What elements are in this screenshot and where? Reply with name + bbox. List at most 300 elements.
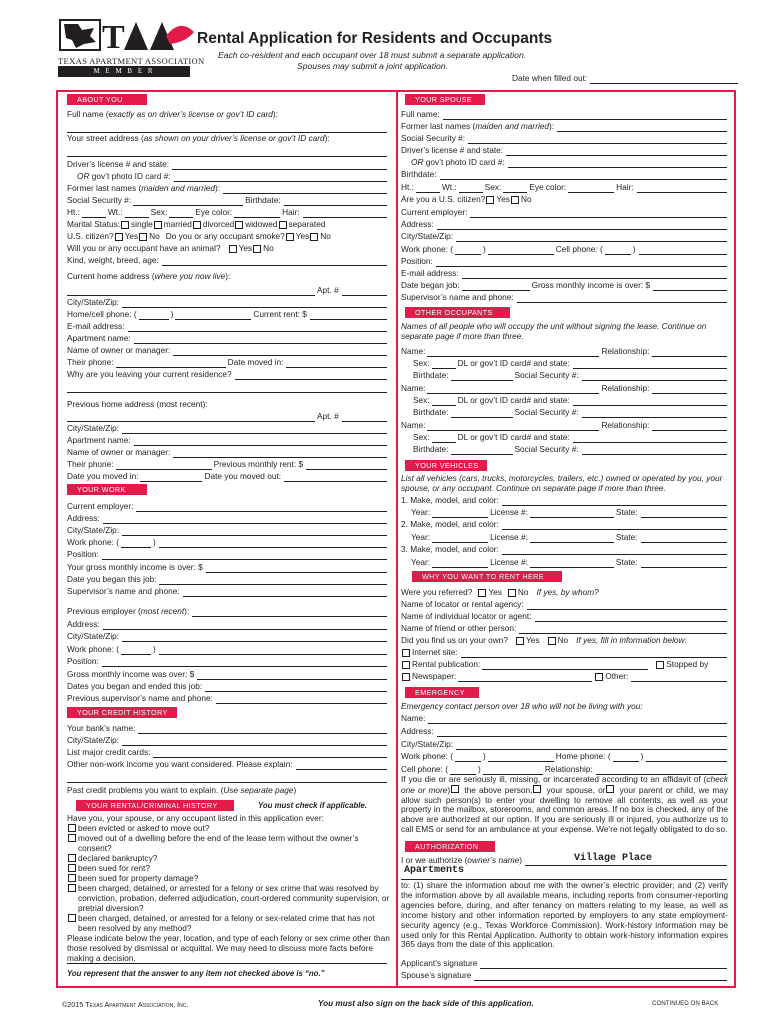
credit-header: YOUR CREDIT HISTORY [67, 707, 177, 718]
past-credit-label: Past credit problems you want to explain. (Use separate page) [67, 785, 297, 795]
spouse-citizen-no-checkbox[interactable] [511, 196, 519, 204]
vehicle-1-license-field[interactable] [530, 509, 614, 518]
height-field[interactable] [82, 209, 106, 218]
occupant-name-field[interactable] [427, 385, 599, 394]
owner-name-value[interactable]: Village Place Apartments [404, 853, 653, 876]
spouse-address-label: Address: [401, 219, 434, 229]
spouse-checkbox[interactable] [533, 785, 541, 793]
emergency-header: EMERGENCY [405, 687, 479, 698]
find-row [401, 634, 727, 646]
work-phone-label: Work phone: ( [67, 537, 119, 547]
spouse-began-field[interactable] [462, 282, 530, 291]
moved-in-field[interactable] [286, 359, 387, 368]
work-address-field[interactable] [103, 515, 387, 524]
leaving-line [67, 381, 387, 393]
above-person-checkbox[interactable] [451, 785, 459, 793]
internet-field[interactable] [461, 649, 727, 658]
vehicle-2-state-field[interactable] [641, 534, 727, 543]
newspaper-field[interactable] [458, 673, 592, 682]
spouse-eye-field[interactable] [568, 184, 614, 193]
spouse-position-field[interactable] [436, 258, 727, 267]
current-address-row [67, 270, 387, 282]
married-checkbox[interactable] [154, 221, 162, 229]
em-rel-label: Relationship: [544, 764, 593, 774]
other-income-field[interactable] [296, 761, 387, 770]
widowed-checkbox[interactable] [235, 221, 243, 229]
spouse-citizen-no-label: No [520, 194, 532, 204]
spouse-ssn-label: Social Security #: [401, 133, 466, 143]
find-yes-checkbox[interactable] [516, 637, 524, 645]
leaving-field-2[interactable] [67, 384, 387, 393]
kind-label: Kind, weight, breed, age: [67, 255, 159, 265]
referred-no-label: No [517, 587, 529, 597]
eye-field[interactable] [234, 209, 280, 218]
occupant-name-row [401, 382, 727, 394]
other-income-field-2[interactable] [67, 774, 387, 783]
other-income-line [67, 771, 387, 783]
parent-checkbox[interactable] [606, 785, 614, 793]
email-field[interactable] [128, 323, 387, 332]
member-label: M E M B E R [93, 67, 155, 75]
taa-logo-mark [58, 14, 198, 56]
divorced-checkbox[interactable] [193, 221, 201, 229]
friend-field[interactable] [519, 625, 727, 634]
spouse-weight-field[interactable] [459, 184, 483, 193]
photo-id-label: OR gov’t photo ID card #: [77, 171, 171, 181]
prev-apt-name-field[interactable] [134, 437, 387, 446]
prev-rent-field[interactable] [306, 461, 387, 470]
married-label: married [163, 219, 192, 229]
rental-item-checkbox[interactable] [68, 914, 76, 922]
prev-work-phone-field[interactable] [159, 646, 387, 655]
spouse-height-field[interactable] [416, 184, 440, 193]
occupant-name-label: Name: [401, 383, 426, 393]
owner-field[interactable] [173, 347, 387, 356]
work-city-field[interactable] [122, 527, 387, 536]
prev-phone-field[interactable] [116, 461, 212, 470]
occupant-rel-field[interactable] [652, 348, 727, 357]
owner-name-field-2[interactable] [401, 871, 727, 880]
citizen-yes-checkbox[interactable] [115, 233, 123, 241]
rental-item-checkbox[interactable] [68, 854, 76, 862]
spouse-hair-field[interactable] [637, 184, 727, 193]
animal-row [67, 242, 387, 254]
spouse-citizen-yes-checkbox[interactable] [486, 196, 494, 204]
spouse-former-field[interactable] [557, 123, 727, 132]
other-label: Other: [605, 671, 629, 681]
spouse-employer-field[interactable] [470, 209, 727, 218]
vehicle-3-state-label: State: [615, 557, 638, 567]
spouse-city-row [401, 230, 727, 242]
occupant-name-field[interactable] [427, 348, 599, 357]
agent-row [401, 610, 727, 622]
occupant-dl-field[interactable] [573, 360, 727, 369]
prev-apt-field[interactable] [342, 413, 387, 422]
rental-intro: Have you, your spouse, or any occupant listed in this application ever: [67, 813, 324, 823]
current-apt-field[interactable] [342, 287, 387, 296]
stopped-label: Stopped by [666, 659, 709, 669]
svg-text:T: T [102, 19, 125, 56]
prev-owner-field[interactable] [173, 449, 387, 458]
ssn-field[interactable] [133, 197, 243, 206]
occupant-name-label: Name: [401, 420, 426, 430]
former-names-field[interactable] [223, 185, 387, 194]
find-no-checkbox[interactable] [548, 637, 556, 645]
em-name-field[interactable] [428, 715, 727, 724]
em-work-area-field[interactable] [455, 753, 481, 762]
spouse-ssn-field[interactable] [468, 135, 727, 144]
em-city-row [401, 738, 727, 750]
prev-sup-field[interactable] [216, 695, 387, 704]
vehicle-2-field[interactable] [502, 521, 727, 530]
spouse-gross-field[interactable] [653, 282, 727, 291]
find-yes-label: Yes [526, 635, 540, 645]
spouse-work-area-field[interactable] [455, 246, 481, 255]
current-address-field[interactable] [67, 287, 315, 296]
rental-item-checkbox[interactable] [68, 824, 76, 832]
spouse-sig-field[interactable] [474, 972, 727, 981]
vehicle-3-state-field[interactable] [641, 559, 727, 568]
began-row [67, 573, 387, 585]
agent-field[interactable] [535, 613, 727, 622]
bank-field[interactable] [138, 725, 387, 734]
work-phone-field[interactable] [159, 539, 387, 548]
hair-field[interactable] [303, 209, 387, 218]
newspaper-row [401, 670, 727, 682]
occupant-birth-field[interactable] [451, 409, 513, 418]
single-label: single [131, 219, 153, 229]
spouse-city-field[interactable] [456, 233, 727, 242]
prev-work-phone-label: Work phone: ( [67, 644, 119, 654]
citizen-no-checkbox[interactable] [139, 233, 147, 241]
smoke-yes-checkbox[interactable] [286, 233, 294, 241]
current-apt-row [67, 284, 387, 296]
photo-id-field[interactable] [174, 173, 387, 182]
spouse-sex-label: Sex: [484, 182, 502, 192]
internet-checkbox[interactable] [402, 649, 410, 657]
em-work-field[interactable] [488, 753, 554, 762]
employer-field[interactable] [136, 503, 387, 512]
vehicle-2-year-label: Year: [411, 532, 431, 542]
occupant-sex-label: Sex: [413, 395, 430, 405]
dl-field[interactable] [172, 161, 387, 170]
separated-label: separated [288, 219, 326, 229]
citizen-row [67, 230, 387, 242]
leaving-label: Why are you leaving your current residence? [67, 369, 232, 379]
em-home-area-field[interactable] [613, 753, 639, 762]
vehicle-2-year-field[interactable] [432, 534, 488, 543]
prev-address-field[interactable] [67, 413, 315, 422]
prev-work-city-label: City/State/Zip: [67, 631, 120, 641]
date-in-field[interactable] [140, 473, 202, 482]
em-address-field[interactable] [437, 728, 727, 737]
date-out-field[interactable] [284, 473, 387, 482]
marital-row [67, 218, 387, 230]
locator-field[interactable] [527, 601, 727, 610]
income-field[interactable] [206, 564, 387, 573]
spouse-citizen-label: Are you a U.S. citizen? [401, 194, 486, 204]
home-cell-field[interactable] [175, 311, 251, 320]
prev-city-field[interactable] [122, 425, 387, 434]
applicant-sig-field[interactable] [480, 960, 727, 969]
occupant-rel-field[interactable] [652, 422, 727, 431]
date-filled-row [512, 72, 738, 84]
prev-work-phone-paren: ) [152, 644, 156, 654]
em-city-field[interactable] [456, 741, 727, 750]
association-name: TEXAS APARTMENT ASSOCIATION [58, 56, 205, 66]
em-home-field[interactable] [646, 753, 727, 762]
occupant-sex-field[interactable] [432, 434, 456, 443]
spouse-photo-row [411, 156, 727, 168]
spouse-name-field[interactable] [443, 111, 727, 120]
occupant-ssn-field[interactable] [582, 409, 727, 418]
prev-apt-label: Apt. # [317, 411, 339, 421]
em-work-label: Work phone: ( [401, 751, 453, 761]
spouse-cell-paren: ) [632, 244, 636, 254]
spouse-email-label: E-mail address: [401, 268, 459, 278]
street-address-field[interactable] [67, 148, 387, 157]
animal-no-checkbox[interactable] [253, 245, 261, 253]
citizen-yes-label: Yes [124, 231, 139, 241]
current-apt-label: Apt. # [317, 285, 339, 295]
rental-item-checkbox[interactable] [68, 864, 76, 872]
current-city-field[interactable] [122, 299, 387, 308]
occupant-rel-label: Relationship: [601, 420, 650, 430]
rental-item: been sued for rent? [67, 863, 391, 873]
supervisor-field[interactable] [183, 588, 387, 597]
work-phone-paren: ) [152, 537, 156, 547]
dates-job-field[interactable] [205, 683, 387, 692]
friend-label: Name of friend or other person: [401, 623, 517, 633]
spouse-work-label: Work phone: ( [401, 244, 453, 254]
rental-header: YOUR RENTAL/CRIMINAL HISTORY [76, 800, 234, 811]
authorization-header: AUTHORIZATION [405, 841, 495, 852]
spouse-birth-label: Birthdate: [401, 169, 437, 179]
prev-employer-field[interactable] [192, 608, 387, 617]
spouse-photo-field[interactable] [508, 159, 727, 168]
vehicle-1-year-field[interactable] [432, 509, 488, 518]
vehicle-1-field[interactable] [502, 497, 727, 506]
leaving-row [67, 368, 387, 380]
rental-item-checkbox[interactable] [68, 874, 76, 882]
weight-field[interactable] [125, 209, 149, 218]
occupant-dl-field[interactable] [573, 397, 727, 406]
spouse-cell-area-field[interactable] [605, 246, 631, 255]
applicant-sig-row [401, 957, 727, 969]
home-cell-area-field[interactable] [139, 311, 169, 320]
rent-field[interactable] [310, 311, 387, 320]
owner-row [67, 344, 387, 356]
spouse-citizen-row [401, 193, 727, 205]
emergency-paragraph: If you die or are seriously ill, missing, or incarcerated according to an affidavit of (check one or more) the above person, your spouse, or your parent or child, we may allow such person(s) to enter your dwelling to remove all contents, as well as your property in the mailbox, storerooms, and common areas. If no box is checked, any of the above are authorized at our option. If you are seriously ill or injured, you authorize us to call EMS or send for an ambulance at your expense. We’re not legally obligated to do so. [401, 774, 729, 834]
spouse-address-field[interactable] [437, 221, 727, 230]
apt-name-field[interactable] [134, 335, 387, 344]
vehicle-1-state-field[interactable] [641, 509, 727, 518]
work-phone-area-field[interactable] [121, 539, 151, 548]
spouse-height-label: Ht.: [401, 182, 414, 192]
spouse-name-row [401, 108, 727, 120]
spouse-email-row [401, 267, 727, 279]
occupant-id-row [413, 431, 727, 443]
prev-work-address-field[interactable] [103, 621, 387, 630]
their-phone-label: Their phone: [67, 357, 114, 367]
date-filled-field[interactable] [590, 75, 738, 84]
position-field[interactable] [102, 551, 387, 560]
prev-work-city-row [67, 630, 387, 642]
rental-item: been charged, detained, or arrested for a felony or sex crime that was resolved by conviction, probation, deferred adjudication, court-ordered community supervision, or pretrial diversion? [67, 883, 391, 913]
occupant-dl-field[interactable] [573, 434, 727, 443]
prev-apt-row [67, 410, 387, 422]
dates-row [67, 470, 387, 482]
spouse-work-paren: ) [482, 244, 486, 254]
spouse-began-label: Date began job: [401, 280, 460, 290]
spouse-dl-field[interactable] [506, 147, 727, 156]
income-label: Your gross monthly income is over: $ [67, 562, 203, 572]
vehicle-1-row [401, 494, 727, 506]
other-income-label: Other non-work income you want considered. Please explain: [67, 759, 293, 769]
authorize-label: I or we authorize (owner’s name) [401, 855, 522, 865]
dates-job-label: Dates you began and ended this job: [67, 681, 203, 691]
spouse-photo-label: OR gov’t photo ID card #: [411, 157, 505, 167]
copyright: ©2015 Texas Apartment Association, Inc. [62, 1000, 189, 1009]
occupant-sex-field[interactable] [432, 397, 456, 406]
spouse-sup-label: Supervisor’s name and phone: [401, 292, 514, 302]
spouse-cell-field[interactable] [639, 246, 727, 255]
leaving-field[interactable] [235, 371, 387, 380]
date-filled-label: Date when filled out: [512, 73, 588, 83]
smoke-no-checkbox[interactable] [310, 233, 318, 241]
gross-field[interactable] [197, 671, 387, 680]
prev-employer-row [67, 605, 387, 617]
vehicle-2-license-field[interactable] [530, 534, 614, 543]
bank-city-row [67, 734, 387, 746]
rental-item-checkbox[interactable] [68, 884, 76, 892]
spouse-former-row [401, 120, 727, 132]
friend-row [401, 622, 727, 634]
occupant-ssn-field[interactable] [582, 372, 727, 381]
prev-work-phone-area-field[interactable] [121, 646, 151, 655]
kind-field[interactable] [162, 257, 387, 266]
vehicle-3-year-label: Year: [411, 557, 431, 567]
continued-on-back: CONTINUED ON BACK [652, 1000, 719, 1007]
other-checkbox[interactable] [595, 673, 603, 681]
occupant-id-row [413, 357, 727, 369]
occupant-sex-field[interactable] [432, 360, 456, 369]
spouse-position-row [401, 255, 727, 267]
emergency-intro: Emergency contact person over 18 who will not be living with you: [401, 701, 643, 711]
work-address-row [67, 512, 387, 524]
find-no-label: No [557, 635, 569, 645]
occupant-birth-row [413, 443, 727, 455]
former-names-row [67, 182, 387, 194]
work-city-row [67, 524, 387, 536]
occupant-rel-field[interactable] [652, 385, 727, 394]
vehicle-2-row [401, 518, 727, 530]
spouse-header: YOUR SPOUSE [405, 94, 485, 105]
occupant-ssn-field[interactable] [582, 446, 727, 455]
occupant-dl-label: DL or gov’t ID card# and state: [457, 395, 570, 405]
rental-item: been charged, detained, or arrested for a felony or sex-related crime that has not been resolved by any method? [67, 913, 391, 933]
their-phone-field[interactable] [116, 359, 226, 368]
birthdate-label: Birthdate: [245, 195, 281, 205]
prev-position-row [67, 655, 387, 667]
occupant-dl-label: DL or gov’t ID card# and state: [457, 358, 570, 368]
em-name-label: Name: [401, 713, 426, 723]
birthdate-field[interactable] [284, 197, 387, 206]
spouse-sex-field[interactable] [503, 184, 527, 193]
referred-no-checkbox[interactable] [508, 589, 516, 597]
began-field[interactable] [159, 576, 387, 585]
referred-row [401, 586, 727, 598]
vehicle-3-field[interactable] [502, 546, 727, 555]
referred-yes-checkbox[interactable] [478, 589, 486, 597]
publication-checkbox[interactable] [402, 661, 410, 669]
em-name-row [401, 712, 727, 724]
publication-field[interactable] [482, 661, 648, 670]
other-field[interactable] [631, 673, 727, 682]
moved-in-label: Date moved in: [227, 357, 284, 367]
their-phone-row [67, 356, 387, 368]
spouse-birth-field[interactable] [440, 171, 727, 180]
prev-work-city-field[interactable] [122, 633, 387, 642]
animal-no-label: No [263, 243, 274, 253]
rental-item-checkbox[interactable] [68, 834, 76, 842]
em-home-label: Home phone: ( [555, 751, 611, 761]
occupant-birth-field[interactable] [451, 372, 513, 381]
home-cell-row [67, 308, 387, 320]
spouse-city-label: City/State/Zip: [401, 231, 454, 241]
animal-yes-checkbox[interactable] [229, 245, 237, 253]
occupant-birth-field[interactable] [451, 446, 513, 455]
rental-item: declared bankruptcy? [67, 853, 391, 863]
vehicle-3-license-field[interactable] [530, 559, 614, 568]
occupant-name-field[interactable] [427, 422, 599, 431]
sex-field[interactable] [169, 209, 193, 218]
prev-employer-label: Previous employer (most recent): [67, 606, 190, 616]
occupants-intro: Names of all people who will occupy the unit without signing the lease. Continue on separate page if more than three. [401, 321, 707, 342]
spouse-sup-field[interactable] [517, 294, 727, 303]
cards-field[interactable] [153, 749, 387, 758]
occupant-name-label: Name: [401, 346, 426, 356]
single-checkbox[interactable] [121, 221, 129, 229]
spouse-work-field[interactable] [488, 246, 554, 255]
separated-checkbox[interactable] [279, 221, 287, 229]
vehicle-1-state-label: State: [615, 507, 638, 517]
stopped-checkbox[interactable] [656, 661, 664, 669]
spouse-began-row [401, 279, 727, 291]
gross-row [67, 668, 387, 680]
prev-owner-label: Name of owner or manager: [67, 447, 171, 457]
prev-position-field[interactable] [102, 658, 387, 667]
rental-explain-field[interactable] [67, 955, 387, 964]
spouse-weight-label: Wt.: [441, 182, 457, 192]
prev-city-row [67, 422, 387, 434]
prev-apt-name-label: Apartment name: [67, 435, 131, 445]
occupants-header: OTHER OCCUPANTS [405, 307, 510, 318]
spouse-email-field[interactable] [462, 270, 727, 279]
photo-id-row [77, 170, 387, 182]
spouse-birth-row [401, 168, 727, 180]
vehicle-3-year-field[interactable] [432, 559, 488, 568]
newspaper-checkbox[interactable] [402, 673, 410, 681]
owner-label: Name of owner or manager: [67, 345, 171, 355]
street-address-label: Your street address (as shown on your driver’s license or gov’t ID card): [67, 133, 330, 143]
weight-label: Wt.: [107, 207, 123, 217]
email-row [67, 320, 387, 332]
if-fill-label: If yes, fill in information below: [576, 635, 687, 645]
dl-label: Driver’s license # and state: [67, 159, 170, 169]
bank-city-field[interactable] [122, 737, 387, 746]
